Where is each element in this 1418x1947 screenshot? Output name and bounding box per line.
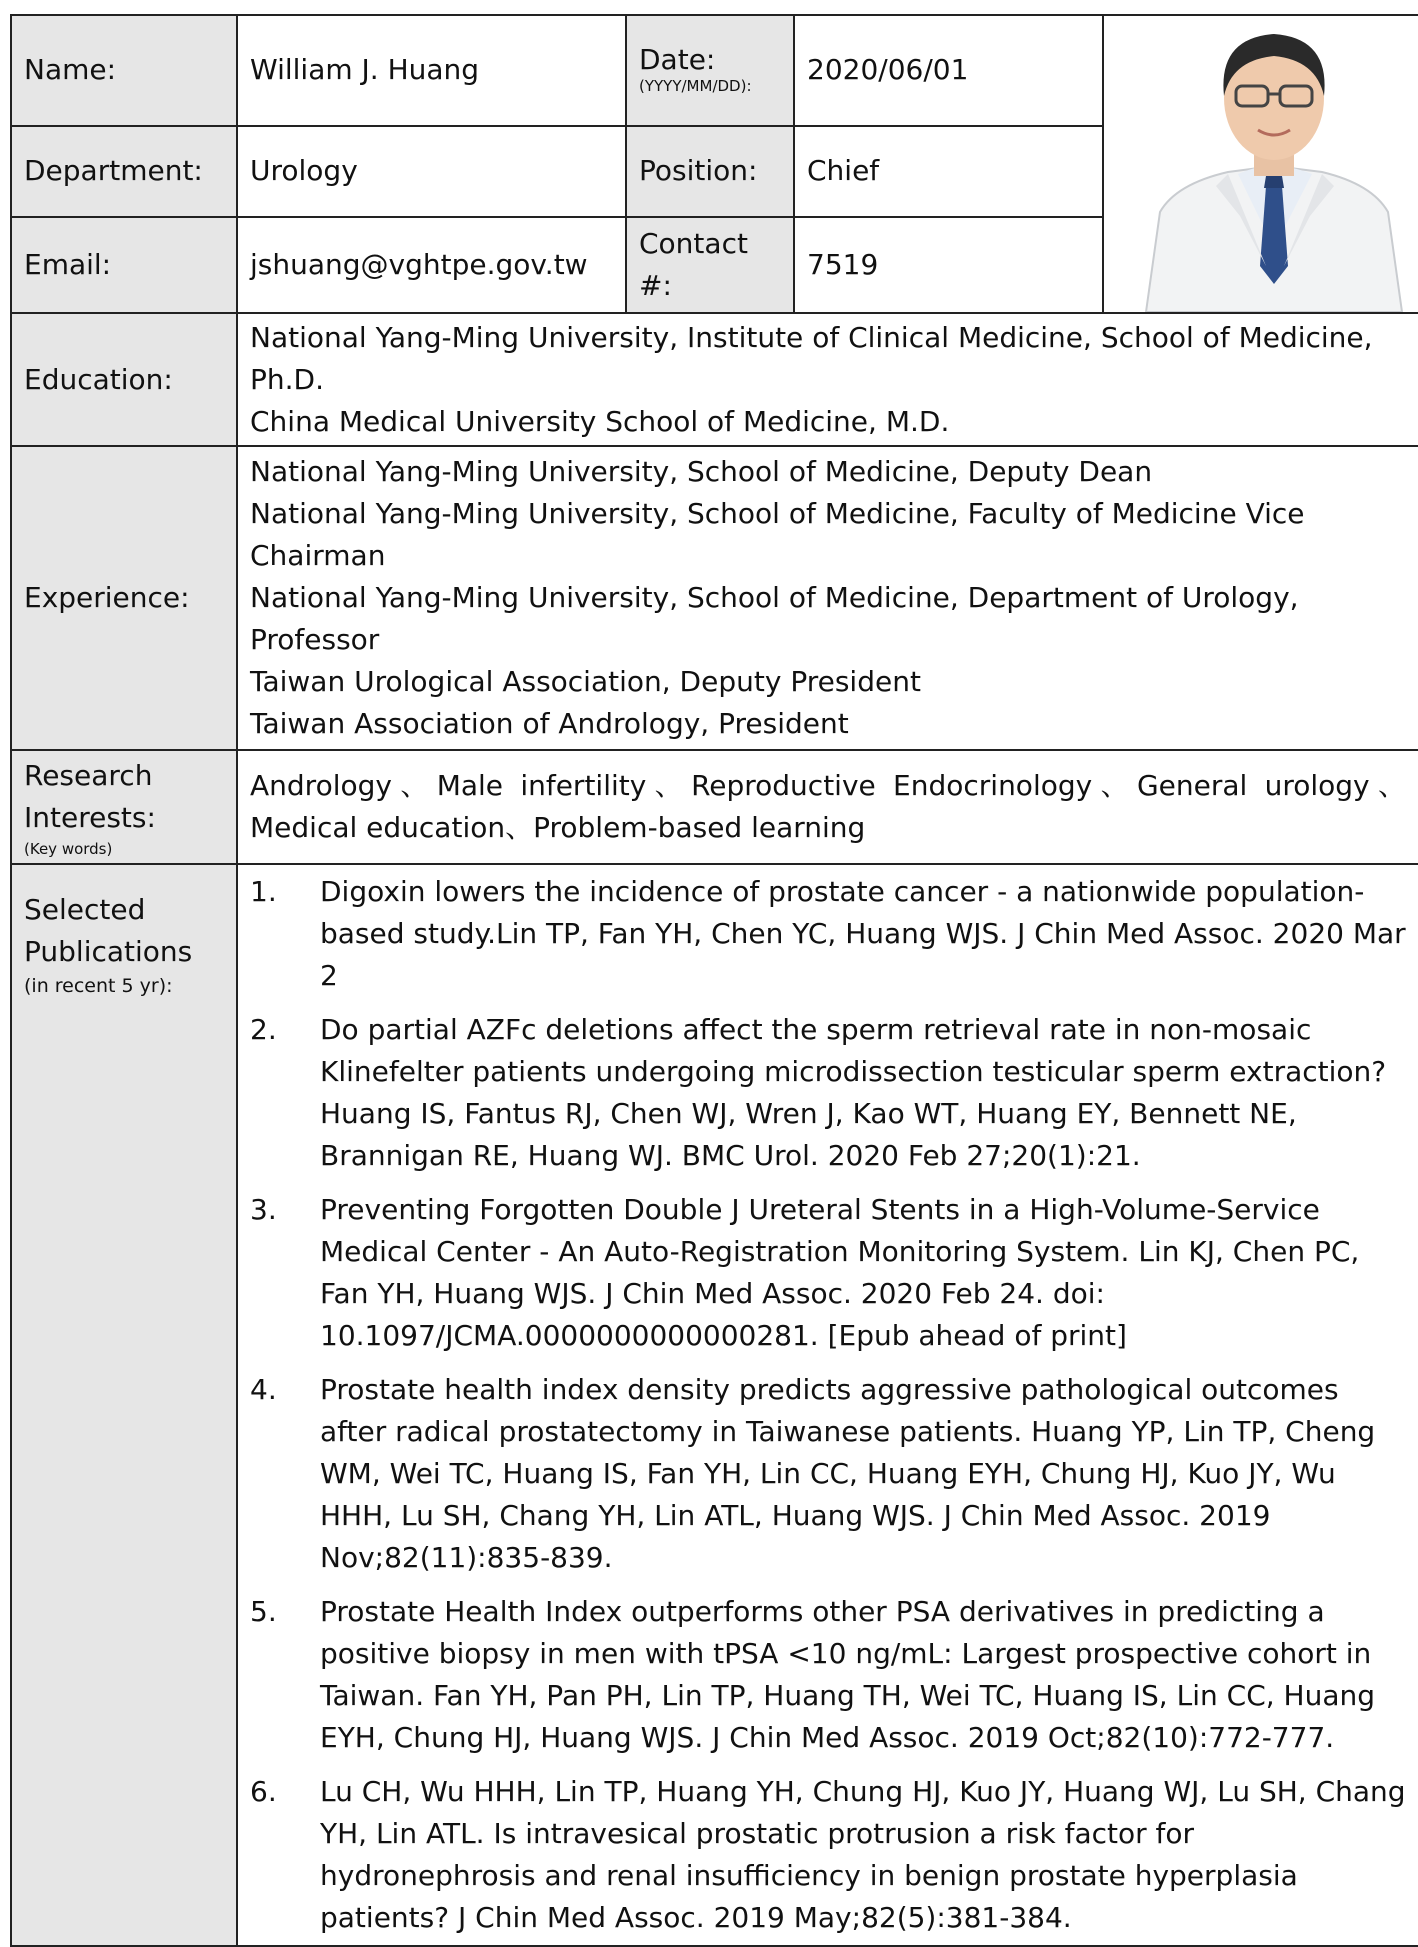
experience-entry: National Yang-Ming University, School of Medicine, Faculty of Medicine Vice Chairman: [250, 497, 1305, 572]
publication-number: 5.: [250, 1595, 277, 1628]
publication-number: 1.: [250, 875, 277, 908]
date-label: [626, 15, 794, 126]
publication-item: [250, 1765, 1406, 1945]
research-label: [11, 750, 237, 864]
department-label: Department:: [11, 126, 237, 217]
name-value: William J. Huang: [237, 15, 626, 126]
position-label: Position:: [626, 126, 794, 217]
experience-entry: National Yang-Ming University, School of Medicine, Deputy Dean: [250, 455, 1153, 488]
name-label: Name:: [11, 15, 237, 126]
publication-number: 6.: [250, 1775, 277, 1808]
publication-number: 2.: [250, 1013, 277, 1046]
publication-text: Lu CH, Wu HHH, Lin TP, Huang YH, Chung HJ, Kuo JY, Huang WJ, Lu SH, Chang YH, Lin ATL. Is intravesical prostatic protrusion a risk factor for hydronephrosis and renal insufficiency in benign prostate hyperplasia patients? J Chin Med Assoc. 2019 May;82(5):381-384.: [320, 1775, 1406, 1934]
publications-label-line: Selected: [24, 893, 146, 926]
publications-label: [11, 864, 237, 1946]
publication-item: [250, 1363, 1406, 1585]
email-label: Email:: [11, 217, 237, 313]
publications-label-hint: (in recent 5 yr):: [24, 975, 173, 997]
department-value: Urology: [237, 126, 626, 217]
experience-value: [237, 446, 1418, 750]
research-label-line: Interests:: [24, 801, 156, 834]
experience-entry: Taiwan Association of Andrology, President: [250, 707, 849, 740]
publication-number: 3.: [250, 1193, 277, 1226]
education-label: Education:: [11, 313, 237, 446]
publication-text: Preventing Forgotten Double J Ureteral Stents in a High-Volume-Service Medical Center - An Auto-Registration Monitoring System. Lin KJ, Chen PC, Fan YH, Huang WJS. J Chin Med Assoc. 2020 Feb 24. doi: 10.1097/JCMA.0000000000000281. [Epub ahead of print]: [320, 1193, 1360, 1352]
date-format-hint: (YYYY/MM/DD):: [639, 77, 752, 96]
publications-label-line: Publications: [24, 935, 193, 968]
date-value: 2020/06/01: [794, 15, 1103, 126]
publications-value: [237, 864, 1418, 1946]
education-entry: National Yang-Ming University, Institute of Clinical Medicine, School of Medicine, Ph.D.: [250, 320, 1373, 396]
education-entry: China Medical University School of Medicine, M.D.: [250, 404, 950, 438]
experience-entry: National Yang-Ming University, School of Medicine, Department of Urology, Professor: [250, 581, 1299, 656]
publication-text: Prostate health index density predicts aggressive pathological outcomes after radical prostatectomy in Taiwanese patients. Huang YP, Lin TP, Cheng WM, Wei TC, Huang IS, Fan YH, Lin CC, Huang EYH, Chung HJ, Kuo JY, Wu HHH, Lu SH, Chang YH, Lin ATL, Huang WJS. J Chin Med Assoc. 2019 Nov;82(11):835-839.: [320, 1373, 1376, 1574]
profile-photo: [1116, 16, 1418, 312]
research-label-hint: (Key words): [24, 840, 113, 858]
publication-item: [250, 1585, 1406, 1765]
contact-label: Contact #:: [626, 217, 794, 313]
publication-item: [250, 865, 1406, 1003]
experience-entry: Taiwan Urological Association, Deputy President: [250, 665, 921, 698]
position-value: Chief: [794, 126, 1103, 217]
contact-value: 7519: [794, 217, 1103, 313]
email-value: jshuang@vghtpe.gov.tw: [237, 217, 626, 313]
publication-text: Do partial AZFc deletions affect the sperm retrieval rate in non-mosaic Klinefelter patients undergoing microdissection testicular sperm extraction? Huang IS, Fantus RJ, Chen WJ, Wren J, Kao WT, Huang EY, Bennett NE, Brannigan RE, Huang WJ. BMC Urol. 2020 Feb 27;20(1):21.: [320, 1013, 1387, 1172]
research-label-line: Research: [24, 759, 153, 792]
experience-label: Experience:: [11, 446, 237, 750]
publication-item: [250, 1003, 1406, 1183]
publication-list: [250, 865, 1406, 1945]
research-interests-value: Andrology、Male infertility、Reproductive Endocrinology、General urology、Medical education、Problem-based learning: [237, 750, 1418, 864]
publication-text: Digoxin lowers the incidence of prostate cancer - a nationwide population-based study.Lin TP, Fan YH, Chen YC, Huang WJS. J Chin Med Assoc. 2020 Mar 2: [320, 875, 1406, 992]
profile-table: [10, 14, 1418, 1947]
publication-number: 4.: [250, 1373, 277, 1406]
date-label-text: Date:: [639, 43, 716, 77]
profile-photo-cell: [1103, 15, 1418, 313]
publication-item: [250, 1183, 1406, 1363]
education-value: [237, 313, 1418, 446]
publication-text: Prostate Health Index outperforms other PSA derivatives in predicting a positive biopsy in men with tPSA <10 ng/mL: Largest prospective cohort in Taiwan. Fan YH, Pan PH, Lin TP, Huang TH, Wei TC, Huang IS, Lin CC, Huang EYH, Chung HJ, Huang WJS. J Chin Med Assoc. 2019 Oct;82(10):772-777.: [320, 1595, 1376, 1754]
